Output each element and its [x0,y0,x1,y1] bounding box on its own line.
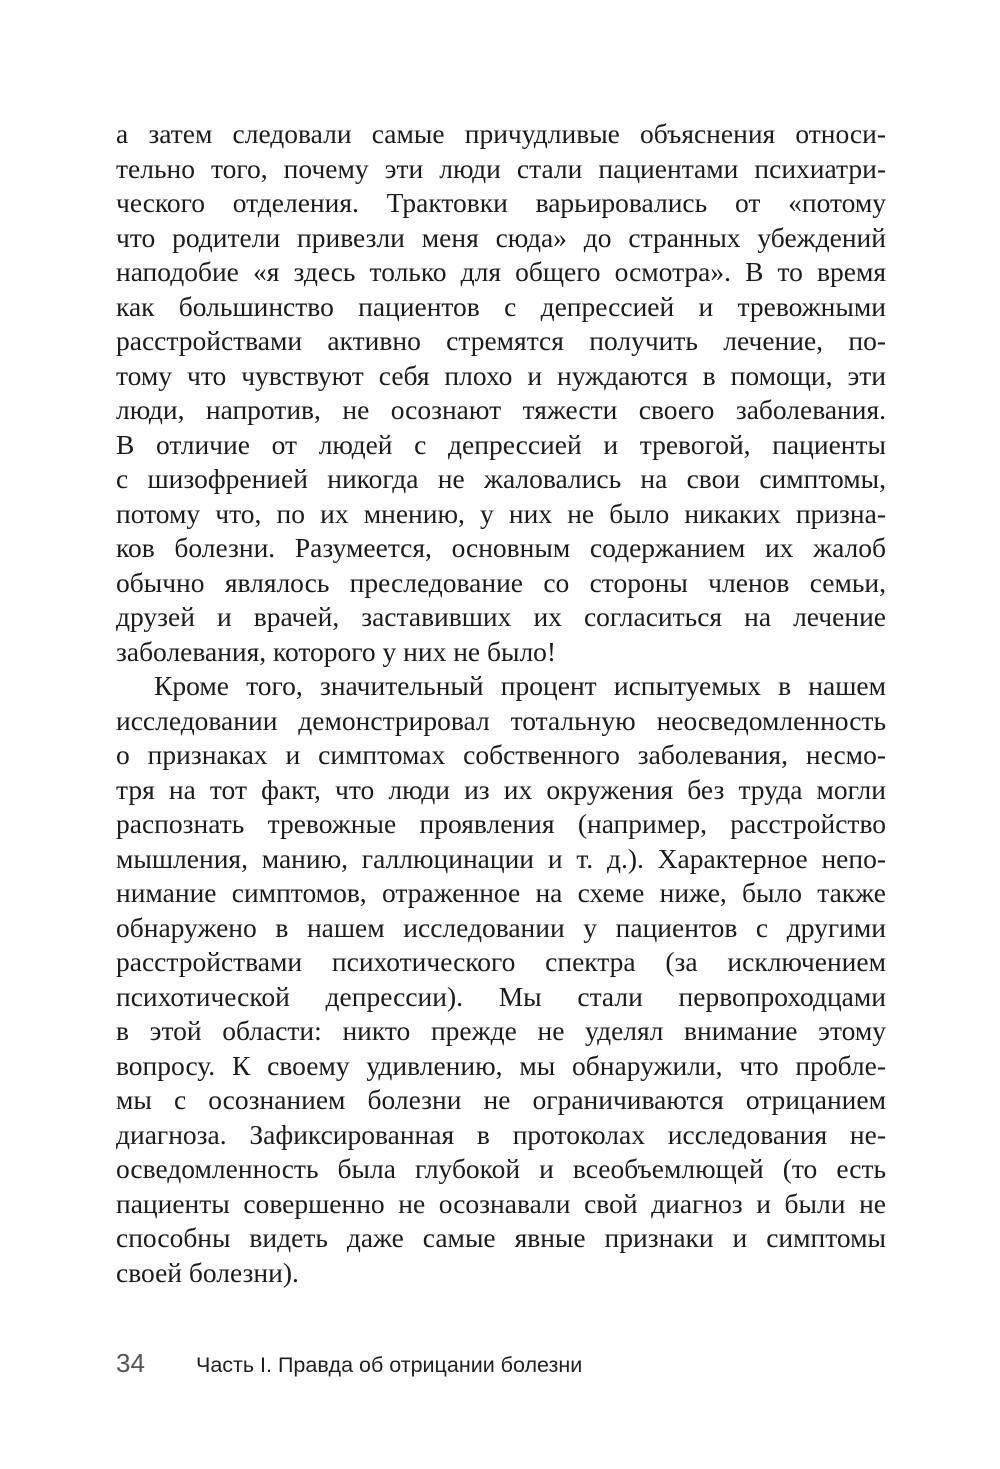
text-line: наподобие «я здесь только для общего осмотра». В то время [116,256,886,287]
text-line: в этой области: никто прежде не уделял внимание этому [116,1015,886,1046]
text-line: расстройствами активно стремятся получить лечение, по- [116,325,886,356]
running-head: Часть I. Правда об отрицании болезни [196,1353,583,1377]
text-line: потому что, по их мнению, у них не было никаких призна- [116,497,886,529]
text-line: о признаках и симптомах собственного заболевания, несмо- [116,739,886,770]
text-line: друзей и врачей, заставивших их согласиться на лечение [116,601,886,632]
body-text [116,117,886,1290]
text-line: люди, напротив, не осознают тяжести своего заболевания. [116,394,886,425]
text-line: расстройствами психотического спектра (за исключением [116,946,886,977]
text-line: с шизофренией никогда не жаловались на свои симптомы, [116,463,886,494]
text-line: своей болезни). [116,1256,299,1288]
text-line: нимание симптомов, отраженное на схеме ниже, было также [116,877,886,908]
text-line: мы с осознанием болезни не ограничиваются отрицанием [116,1084,886,1115]
text-line: В отличие от людей с депрессией и тревогой, пациенты [116,428,886,460]
paragraph-2 [116,669,886,1290]
text-line: пациенты совершенно не осознавали свой диагноз и были не [116,1187,886,1219]
text-line: диагноза. Зафиксированная в протоколах исследования не- [116,1118,886,1150]
text-line: Кроме того, значительный процент испытуемых в нашем [154,670,886,701]
text-line: ческого отделения. Трактовки варьировались от «потому [116,187,886,218]
text-line: распознать тревожные проявления (например, расстройство [116,808,886,839]
text-line: исследовании демонстрировал тотальную неосведомленность [116,704,886,736]
paragraph-1 [116,117,886,669]
text-line: вопросу. К своему удивлению, мы обнаружили, что пробле- [116,1049,886,1081]
text-line: способны видеть даже самые явные признаки и симптомы [116,1222,886,1253]
text-line: мышления, манию, галлюцинации и т. д.). Характерное непо- [116,842,886,874]
text-line: ков болезни. Разумеется, основным содержанием их жалоб [116,532,886,563]
text-line: обнаружено в нашем исследовании у пациентов с другими [116,911,886,943]
text-line: тельно того, почему эти люди стали пациентами психиатри- [116,152,886,184]
text-line: психотической депрессии). Мы стали первопроходцами [116,980,886,1012]
text-line: а затем следовали самые причудливые объяснения относи- [116,118,886,149]
text-line: как большинство пациентов с депрессией и тревожными [116,290,886,322]
text-line: заболевания, которого у них не было! [116,635,557,667]
text-line: тому что чувствуют себя плохо и нуждаются в помощи, эти [116,359,886,391]
text-line: тря на тот факт, что люди из их окружения без труда могли [116,773,886,805]
page-number: 34 [116,1348,145,1378]
text-line: что родители привезли меня сюда» до странных убеждений [116,221,886,253]
text-line: обычно являлось преследование со стороны членов семьи, [116,566,886,598]
text-line: осведомленность была глубокой и всеобъемлющей (то есть [116,1153,886,1184]
